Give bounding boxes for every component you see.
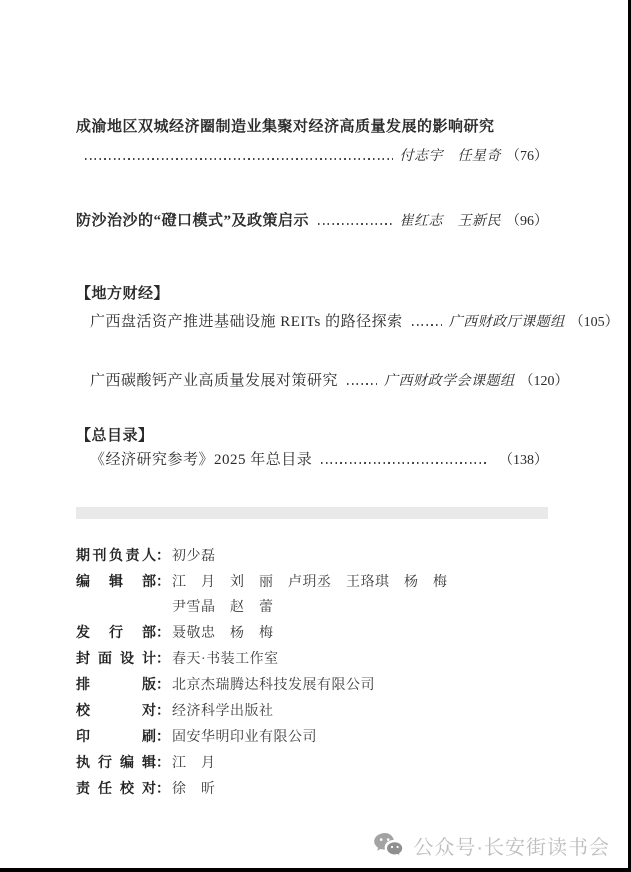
staff-colon: ： [156, 547, 170, 563]
staff-row-typesetting [76, 672, 548, 698]
staff-value: 尹雪晶 赵 蕾 [172, 600, 274, 615]
toc-entry-annual-index [76, 449, 548, 472]
staff-colon: ： [156, 676, 170, 692]
article-title: 防沙治沙的“磴口模式”及政策启示 [76, 213, 310, 229]
staff-value: 徐 昕 [172, 782, 216, 797]
staff-label: 期刊负责人 [76, 547, 156, 563]
staff-label: 印刷 [76, 728, 156, 744]
staff-row-director [76, 543, 548, 569]
staff-label: 发行部 [76, 624, 156, 640]
toc-entry-calcium-carbonate [76, 370, 569, 393]
staff-colon: ： [156, 650, 170, 666]
article-authors: 广西财政厅课题组 [448, 315, 565, 330]
staff-value: 固安华明印业有限公司 [172, 730, 317, 745]
article-page-number: （76） [506, 149, 548, 164]
staff-label: 责任校对 [76, 780, 156, 796]
staff-row-printing [76, 724, 548, 750]
wechat-icon [373, 832, 405, 860]
dotted-leader [318, 210, 392, 233]
staff-row-proofreading [76, 698, 548, 724]
dotted-leader [85, 146, 393, 168]
staff-value: 初少磊 [172, 549, 216, 564]
article-page-number: （96） [506, 214, 548, 229]
staff-colon: ： [156, 624, 170, 640]
staff-row-executive-editor [76, 750, 548, 776]
toc-entry-article1 [76, 116, 548, 168]
article-title: 广西盘活资产推进基础设施 REITs 的路径探索 [90, 314, 403, 330]
staff-label: 执行编辑 [76, 754, 156, 770]
staff-label: 校对 [76, 702, 156, 718]
staff-row-responsible-proofreader [76, 776, 548, 802]
dotted-leader [321, 449, 487, 472]
staff-value: 江 月 刘 丽 卢玥丞 王珞琪 杨 梅 [172, 575, 448, 590]
staff-label: 编辑部 [76, 573, 156, 589]
article-page-number: （105） [569, 315, 619, 330]
staff-row-editors-continued [76, 595, 548, 620]
article-authors: 崔红志 王新民 [399, 214, 501, 229]
staff-colon: ： [156, 780, 170, 796]
section-heading-local-finance: 【地方财经】 [76, 286, 170, 302]
staff-label: 排版 [76, 676, 156, 692]
staff-colon: ： [156, 702, 170, 718]
section-heading-master-index: 【总目录】 [76, 428, 154, 444]
dotted-leader [412, 311, 442, 334]
staff-value: 经济科学出版社 [172, 704, 274, 719]
staff-value: 江 月 [172, 756, 216, 771]
article-page-number: （120） [519, 374, 569, 389]
article-title: 《经济研究参考》2025 年总目录 [90, 452, 313, 468]
staff-credits-block [76, 543, 548, 802]
watermark-text: 公众号·长安街读书会 [413, 837, 610, 859]
staff-value: 聂敬忠 杨 梅 [172, 626, 274, 641]
article-authors: 付志宇 任星奇 [399, 149, 501, 164]
staff-label: 封面设计 [76, 650, 156, 666]
staff-colon: ： [156, 728, 170, 744]
article-title: 广西碳酸钙产业高质量发展对策研究 [90, 373, 339, 389]
staff-colon: ： [156, 573, 170, 589]
staff-row-editors [76, 569, 548, 595]
toc-entry-reits [76, 311, 619, 334]
staff-value: 春天·书装工作室 [172, 652, 279, 667]
wechat-watermark [373, 831, 610, 860]
staff-row-cover-design [76, 646, 548, 672]
staff-value: 北京杰瑞腾达科技发展有限公司 [172, 678, 375, 693]
toc-entry-article2 [76, 210, 548, 233]
article-authors: 广西财政学会课题组 [384, 374, 515, 389]
article-title: 成渝地区双城经济圈制造业集聚对经济高质量发展的影响研究 [76, 119, 495, 135]
staff-row-distribution [76, 620, 548, 646]
article-page-number: （138） [499, 453, 548, 468]
section-divider-bar [76, 507, 548, 519]
dotted-leader [347, 370, 377, 393]
staff-colon: ： [156, 754, 170, 770]
